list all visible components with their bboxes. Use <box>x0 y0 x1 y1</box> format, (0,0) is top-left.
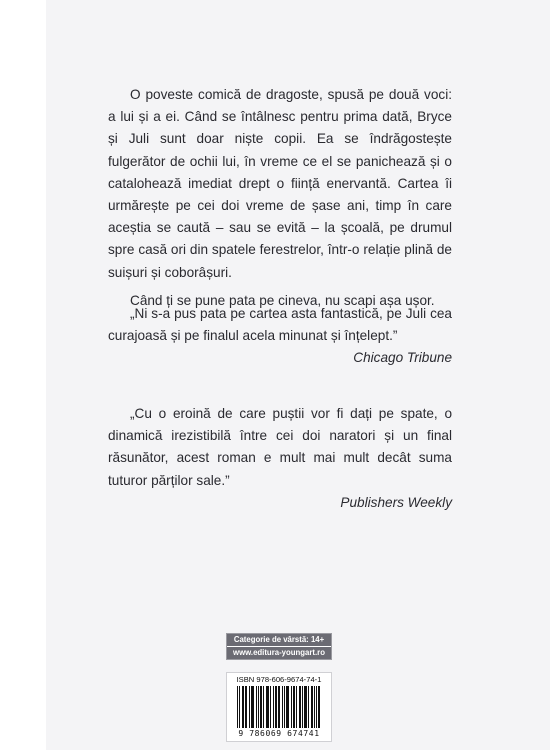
quote-text: „Ni s-a pus pata pe cartea asta fantastică, pe Juli cea curajoasă și pe finalul acela minunat și înțelept.” <box>108 306 452 344</box>
publisher-website: www.editura-youngart.ro <box>227 646 331 659</box>
age-category-label: Categorie de vârstă: 14+ <box>227 634 331 646</box>
blurb-paragraph-2: Când ți se pune pata pe cineva, nu scapi așa ușor. <box>130 292 435 308</box>
isbn-barcode <box>226 672 332 742</box>
review-quote-2 <box>108 403 452 514</box>
book-blurb <box>108 84 452 312</box>
blurb-paragraph-1: O poveste comică de dragoste, spusă pe două voci: a lui și a ei. Când se întâlnesc pentru prima dată, Bryce și Juli sunt doar niște copii. Ea se îndrăgostește fulgerător de ochii lui, în vreme ce el se panichează și o catalohează imediat drept o ființă enervantă. Cartea îi urmărește pe cei doi vreme de șase ani, timp în care aceștia se caută – sau se evită – la școală, pe drumul spre casă ori din spatele ferestrelor, într-o relație plină de suișuri și coborâșuri. <box>108 87 452 280</box>
isbn-text: ISBN 978-606-9674-74-1 <box>236 675 322 684</box>
quote-source: Chicago Tribune <box>353 350 452 366</box>
barcode-icon <box>237 686 321 728</box>
quote-source: Publishers Weekly <box>340 494 452 510</box>
review-quote-1 <box>108 303 452 370</box>
quote-text: „Cu o eroină de care puștii vor fi dați pe spate, o dinamică irezistibilă între cei doi naratori și un final răsunător, acest roman e mult mai mult decât suma tuturor părților sale.” <box>108 406 452 488</box>
barcode-digits: 9 786069 674741 <box>238 729 320 738</box>
publisher-label <box>226 633 332 660</box>
